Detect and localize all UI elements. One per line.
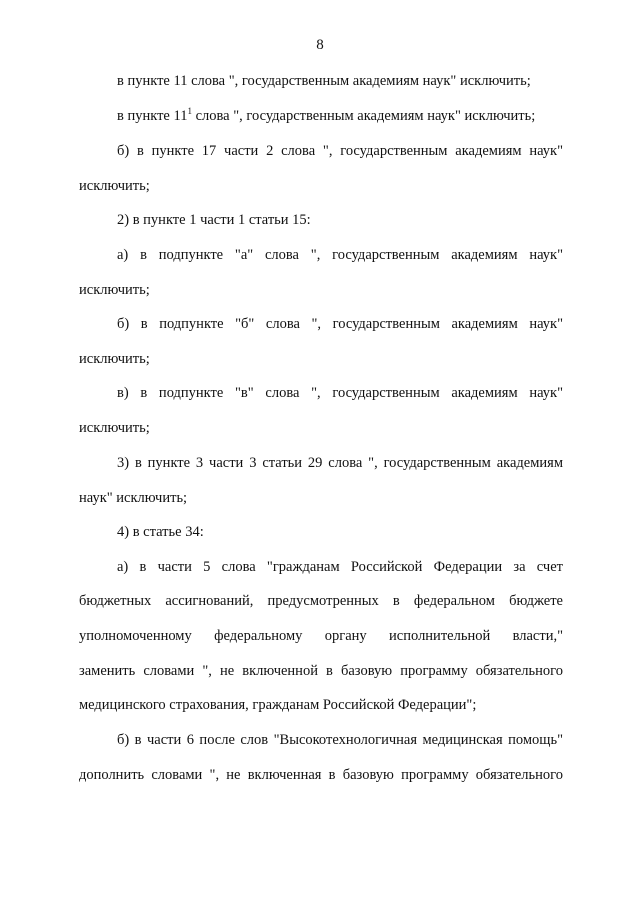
text-line: а) в подпункте "а" слова ", государственным академиям наук" [117, 247, 563, 263]
text-line: уполномоченному федеральному органу исполнительной власти," [79, 628, 563, 644]
text-line: исключить; [79, 282, 150, 298]
text-line: исключить; [79, 178, 150, 194]
text-line: бюджетных ассигнований, предусмотренных в федеральном бюджете [79, 593, 563, 609]
text-line: 4) в статье 34: [117, 524, 204, 540]
text-line [117, 107, 563, 125]
page-number: 8 [316, 37, 324, 53]
text-line: заменить словами ", не включенной в базовую программу обязательного [79, 663, 563, 679]
text-line: а) в части 5 слова "гражданам Российской Федерации за счет [117, 559, 563, 575]
superscript: 1 [187, 106, 192, 117]
text-line: б) в подпункте "б" слова ", государственным академиям наук" [117, 316, 563, 332]
text-line: б) в пункте 17 части 2 слова ", государственным академиям наук" [117, 143, 563, 159]
text-fragment: в пункте 11 [117, 108, 188, 124]
text-line: 3) в пункте 3 части 3 статьи 29 слова ", государственным академиям [117, 455, 563, 471]
text-fragment: слова ", государственным академиям наук" исключить; [191, 108, 536, 124]
text-line: исключить; [79, 420, 150, 436]
text-line: б) в части 6 после слов "Высокотехнологичная медицинская помощь" [117, 732, 563, 748]
text-line: в пункте 11 слова ", государственным академиям наук" исключить; [117, 73, 531, 89]
text-line: исключить; [79, 351, 150, 367]
text-line: наук" исключить; [79, 490, 188, 506]
text-line: дополнить словами ", не включенная в базовую программу обязательного [79, 767, 563, 783]
text-line: в) в подпункте "в" слова ", государственным академиям наук" [117, 385, 563, 401]
text-line: 2) в пункте 1 части 1 статьи 15: [117, 212, 311, 228]
text-line: медицинского страхования, гражданам Российской Федерации"; [79, 697, 477, 713]
